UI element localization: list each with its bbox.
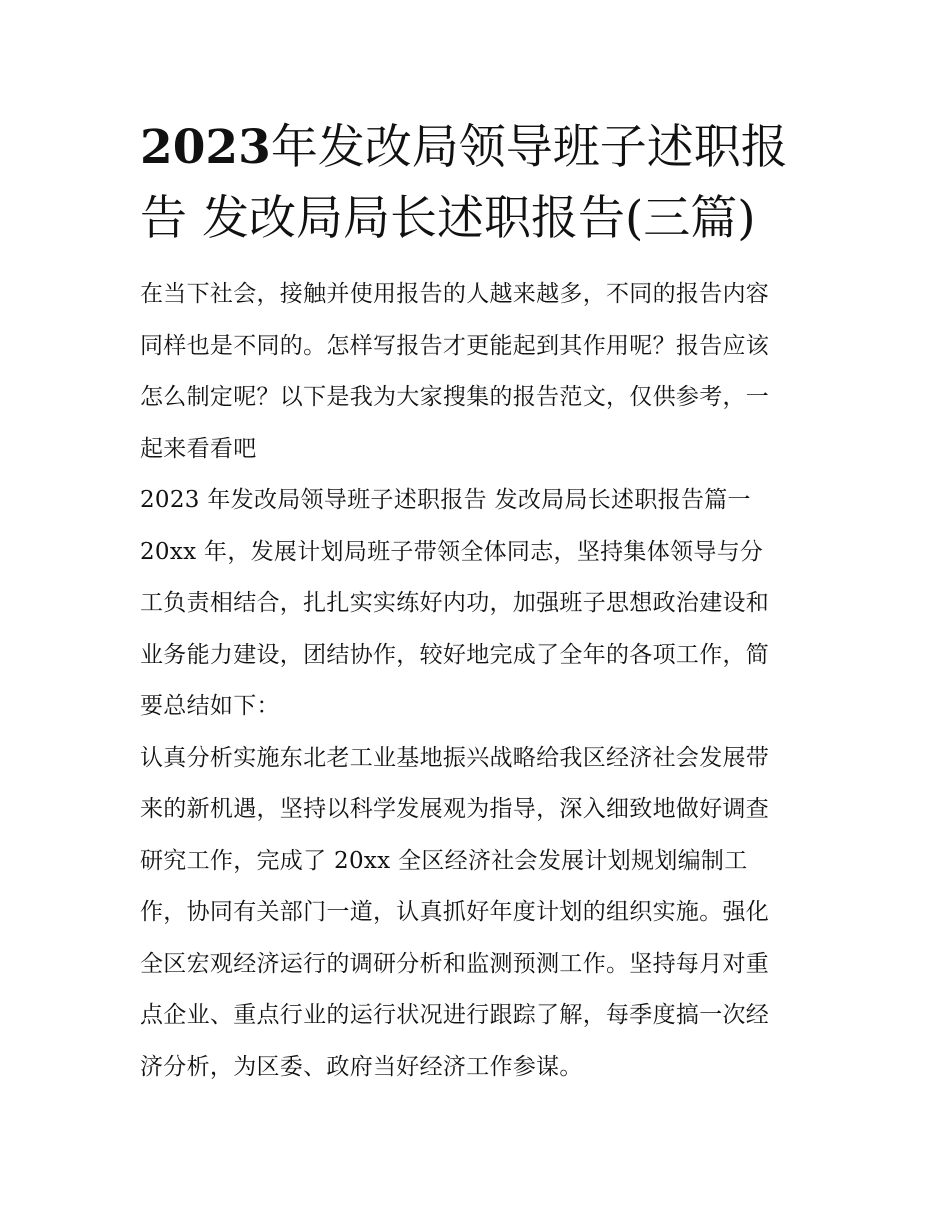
text-line: 业务能力建设，团结协作，较好地完成了全年的各项工作，简 bbox=[140, 641, 770, 668]
text-line: 点企业、重点行业的运行状况进行跟踪了解，每季度搞一次经 bbox=[140, 1002, 770, 1028]
text-line: 认真分析实施东北老工业基地振兴战略给我区经济社会发展带 bbox=[140, 744, 770, 771]
text-line: 工负责相结合，扎扎实实练好内功，加强班子思想政治建设和 bbox=[140, 590, 770, 616]
title-line-1 bbox=[140, 112, 812, 183]
text-line: 在当下社会，接触并使用报告的人越来越多，不同的报告内容 bbox=[140, 281, 770, 307]
title-year: 2023 bbox=[140, 120, 271, 175]
text-line: 怎么制定呢？以下是我为大家搜集的报告范文，仅供参考，一 bbox=[140, 384, 770, 410]
document-body bbox=[140, 269, 812, 1093]
text-line: 要总结如下： bbox=[140, 693, 280, 719]
text-line: 研究工作，完成了 20xx 全区经济社会发展计划规划编制工 bbox=[140, 847, 748, 874]
text-line: 全区宏观经济运行的调研分析和监测预测工作。坚持每月对重 bbox=[140, 950, 770, 977]
analysis-paragraph bbox=[140, 733, 812, 1094]
text-line: 济分析，为区委、政府当好经济工作参谋。 bbox=[140, 1053, 583, 1080]
text-line: 20xx 年，发展计划局班子带领全体同志，坚持集体领导与分 bbox=[140, 538, 764, 565]
summary-paragraph bbox=[140, 527, 812, 733]
text-line: 起来看看吧 bbox=[140, 435, 257, 462]
document-title bbox=[140, 112, 812, 254]
document-page bbox=[140, 112, 812, 1093]
text-line: 同样也是不同的。怎样写报告才更能起到其作用呢？报告应该 bbox=[140, 332, 770, 359]
title-line-1-text: 年发改局领导班子述职报 bbox=[270, 120, 788, 175]
text-line: 2023 年发改局领导班子述职报告 发改局局长述职报告篇一 bbox=[140, 487, 751, 513]
title-line-2: 告 发改局局长述职报告(三篇) bbox=[140, 191, 756, 246]
text-line: 作，协同有关部门一道，认真抓好年度计划的组织实施。强化 bbox=[140, 899, 770, 925]
section-heading bbox=[140, 475, 812, 527]
text-line: 来的新机遇，坚持以科学发展观为指导，深入细致地做好调查 bbox=[140, 796, 770, 822]
intro-paragraph bbox=[140, 269, 812, 475]
